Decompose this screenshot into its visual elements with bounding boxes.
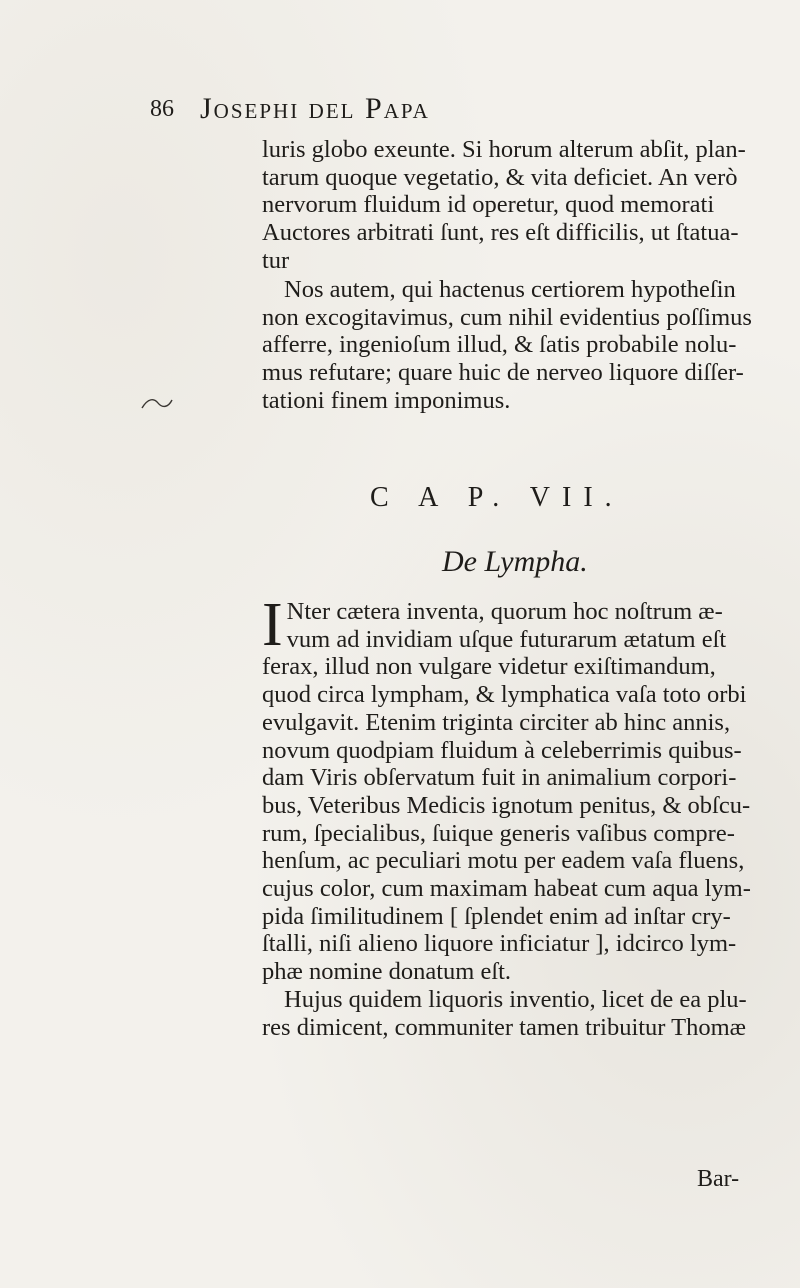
text-line: vum ad invidiam uſque futurarum ætatum eſt (286, 625, 727, 653)
text-line: phæ nomine donatum eſt. (262, 958, 512, 986)
text-line: Hujus quidem liquoris inventio, licet de ea plu- (284, 985, 747, 1013)
text-line: bus, Veteribus Medicis ignotum penitus, & obſcu- (262, 791, 751, 819)
chapter-subtitle: De Lympha. (442, 545, 588, 578)
page-number: 86 (150, 96, 174, 122)
chapter-heading: C A P. VII. (370, 482, 624, 513)
text-line: henſum, ac peculiari motu per eadem vaſa fluens, (262, 847, 745, 875)
text-line: nervorum fluidum id operetur, quod memorati (262, 191, 715, 219)
second-paragraph (262, 276, 762, 415)
text-line: res dimicent, communiter tamen tribuitur Thomæ (262, 1013, 747, 1041)
text-line: cujus color, cum maximam habeat cum aqua lym- (262, 875, 751, 903)
text-line: pida ſimilitudinem [ ſplendet enim ad inſtar cry- (262, 902, 731, 930)
text-line: Nos autem, qui hactenus certiorem hypotheſin (284, 276, 736, 303)
text-line: Nter cætera inventa, quorum hoc noſtrum æ- (286, 598, 723, 625)
text-line: evulgavit. Etenim triginta circiter ab hinc annis, (262, 708, 731, 736)
catchword: Bar- (697, 1166, 740, 1192)
text-line: rum, ſpecialibus, ſuique generis vaſibus compre- (262, 819, 735, 847)
text-line: Auctores arbitrati ſunt, res eſt difficilis, ut ſtatua- (262, 219, 739, 247)
drop-cap: I (262, 591, 283, 659)
text-line: dam Viris obſervatum fuit in animalium corpori- (262, 764, 737, 792)
text-line: quod circa lympham, & lymphatica vaſa toto orbi (262, 681, 747, 709)
opening-paragraph (262, 136, 762, 275)
text-line: tarum quoque vegetatio, & vita deficiet. An verò (262, 163, 738, 191)
text-line: tur (262, 246, 290, 274)
text-line: ſtalli, niſi alieno liquore inficiatur ], idcirco lym- (262, 930, 737, 958)
running-head (150, 92, 430, 132)
text-line: tationi finem imponimus. (262, 386, 511, 414)
text-line: afferre, ingenioſum illud, & ſatis probabile nolu- (262, 331, 737, 359)
text-line: luris globo exeunte. Si horum alterum abſit, plan- (262, 136, 746, 163)
text-line: ferax, illud non vulgare videtur exiſtimandum, (262, 653, 716, 681)
margin-ink-mark (140, 396, 174, 410)
running-title: Josephi del Papa (200, 92, 430, 125)
text-line: non excogitavimus, cum nihil evidentius poſſimus (262, 303, 752, 331)
chapter-text (262, 591, 762, 1041)
text-line: mus refutare; quare huic de nerveo liquore diſſer- (262, 359, 744, 387)
text-line: novum quodpiam fluidum à celeberrimis quibus- (262, 736, 742, 764)
